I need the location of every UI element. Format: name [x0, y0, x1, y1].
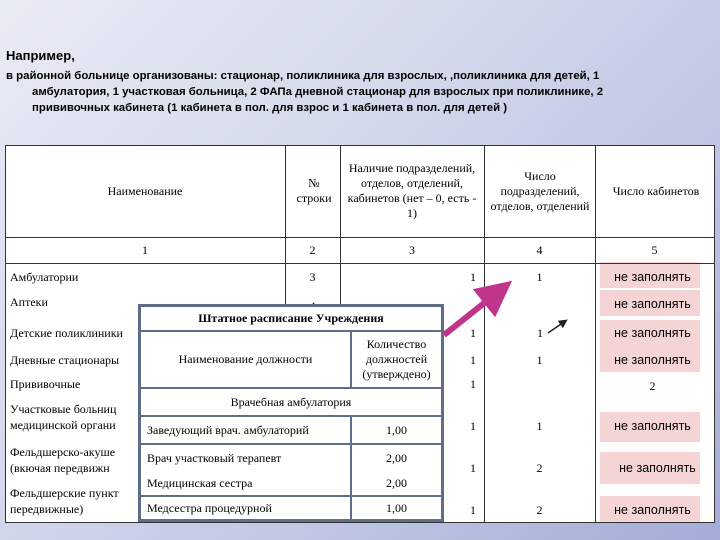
row-presence: 1: [470, 352, 476, 367]
intro-line-2: амбулатория, 1 участковая больница, 2 ФАПа дневной стационар для взрослых при поликлинике, 2: [32, 86, 604, 98]
colnum-3: 3: [409, 243, 415, 257]
staffing-position: Медсестра процедурной: [141, 497, 350, 519]
row-name-line1: Фельдшерско-акуше: [10, 444, 116, 459]
row-name-line1: Участковые больниц: [10, 401, 117, 416]
row-cabinets: не заполнять: [614, 269, 691, 284]
row-cabinets: не заполнять: [614, 418, 691, 433]
staffing-count: 2,00: [352, 445, 441, 471]
header-cabinets: Число кабинетов: [612, 183, 700, 198]
row-name-line2: медицинской органи: [10, 417, 116, 432]
row-units: 1: [537, 325, 543, 340]
row-cabinets: не заполнять: [614, 296, 691, 311]
staffing-position: Медицинская сестра: [141, 471, 350, 495]
staffing-count: 1,00: [352, 417, 441, 443]
row-presence: 1: [470, 325, 476, 340]
row-name-line2: передвижные): [10, 501, 84, 516]
row-name-line2: (вкючая передвижн: [10, 460, 110, 475]
row-presence: 1: [470, 502, 476, 517]
staffing-count: 1,00: [352, 497, 441, 519]
row-name: Дневные стационары: [10, 352, 120, 367]
colnum-5: 5: [651, 243, 658, 257]
pink-arrow-icon: [444, 292, 498, 335]
staffing-col-position: Наименование должности: [141, 332, 350, 387]
staffing-col-count: Количество должностей (утверждено): [352, 332, 441, 387]
row-units: 2: [536, 460, 543, 475]
row-presence: 1: [470, 269, 476, 284]
row-cabinets: 2: [649, 378, 656, 393]
row-presence: 1: [470, 376, 476, 391]
row-units: 1: [536, 269, 543, 284]
row-name-line1: Фельдшерские пункт: [10, 485, 119, 500]
colnum-1: 1: [142, 243, 148, 257]
staffing-section: Врачебная амбулатория: [141, 389, 441, 415]
row-cabinets: не заполнять: [614, 502, 691, 517]
row-units: 2: [536, 502, 543, 517]
staffing-title: Штатное расписание Учреждения: [141, 307, 441, 330]
intro-line-1: в районной больнице организованы: стационар, поликлиника для взрослых, ,поликлиника для детей, 1: [6, 70, 600, 82]
header-name: Наименование: [107, 183, 183, 198]
row-name: Аптеки: [10, 294, 48, 309]
header-row-no: № строки: [296, 176, 332, 205]
staffing-count: 2,00: [352, 471, 441, 495]
row-cabinets: не заполнять: [614, 352, 691, 367]
row-presence: 1: [470, 418, 476, 433]
header-units: Число подразделений, отделов, отделений: [490, 168, 590, 213]
intro-line-3: прививочных кабинета (1 кабинета в пол. для взрос и 1 кабинета в пол. для детей ): [32, 102, 508, 114]
row-units: 1: [536, 352, 543, 367]
row-cabinets: не заполнять: [614, 325, 691, 340]
row-name: Детские поликлиники: [10, 325, 123, 340]
row-line: 3: [309, 269, 316, 284]
row-name: Прививочные: [10, 376, 81, 391]
row-presence: 1: [470, 460, 476, 475]
heading: Например,: [6, 48, 75, 63]
colnum-4: 4: [536, 243, 543, 257]
staffing-position: Врач участковый терапевт: [141, 445, 350, 471]
staffing-position: Заведующий врач. амбулаторий: [141, 417, 350, 443]
row-cabinets: не заполнять: [619, 460, 696, 475]
row-name: Амбулатории: [10, 269, 79, 284]
colnum-2: 2: [309, 243, 316, 257]
row-units: 1: [536, 418, 543, 433]
header-presence: Наличие подразделений, отделов, отделений, кабинетов (нет – 0, есть - 1): [347, 161, 477, 220]
black-arrow-icon: [548, 322, 564, 333]
